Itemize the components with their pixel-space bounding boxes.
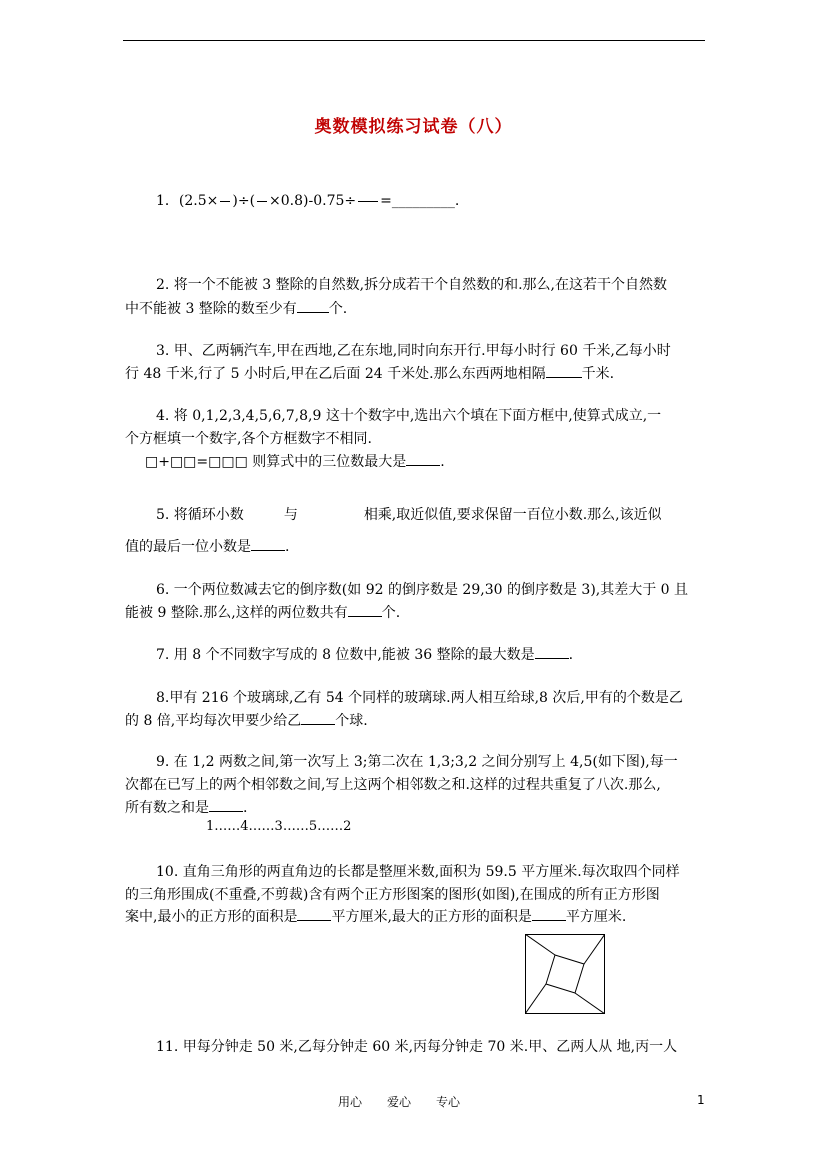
answer-blank	[535, 646, 569, 659]
answer-blank	[209, 799, 243, 812]
q5-text-end: .	[285, 539, 290, 555]
q5-text-a: 5. 将循环小数	[156, 507, 244, 523]
question-10-line-3	[125, 907, 626, 927]
q4-text-end: .	[440, 454, 445, 470]
answer-blank	[251, 538, 285, 551]
number-sequence: 1……4……3……5……2	[206, 819, 352, 834]
answer-blank	[546, 365, 582, 378]
question-9-line-1: 9. 在 1,2 两数之间,第一次写上 3;第二次在 1,3;3,2 之间分别写上 4,5(如下图),每一	[156, 754, 678, 770]
q1-part-c: ×0.8)-0.75÷	[269, 193, 357, 209]
q7-text: 7. 用 8 个不同数字写成的 8 位数中,能被 36 整除的最大数是	[156, 647, 535, 663]
question-8-line-1: 8.甲有 216 个玻璃球,乙有 54 个同样的玻璃球.两人相互给球,8 次后,甲有的个数是乙	[156, 690, 683, 706]
q5-text: 值的最后一位小数是	[125, 539, 251, 555]
figure-line	[525, 984, 546, 1014]
q10-text-c: 平方厘米.	[565, 909, 627, 925]
header-rule	[123, 40, 705, 41]
q3-text: 行 48 千米,行了 5 小时后,甲在乙后面 24 千米处.那么东西两地相隔	[125, 366, 546, 382]
question-3-line-2	[125, 364, 614, 384]
outer-square	[526, 935, 605, 1014]
answer-blank	[297, 908, 331, 921]
question-4-line-2: 个方框填一个数字,各个方框数字不相同.	[125, 431, 372, 447]
figure-line	[525, 934, 555, 955]
q5-text-c: 相乘,取近似值,要求保留一百位小数.那么,该近似	[363, 507, 662, 523]
question-2-line-2	[125, 299, 347, 319]
q9-text-end: .	[243, 800, 248, 816]
question-4-line-1: 4. 将 0,1,2,3,4,5,6,7,8,9 这十个数字中,选出六个填在下面方框中,使算式成立,一	[156, 408, 662, 424]
q7-text-end: .	[568, 647, 574, 663]
answer-blank	[297, 300, 329, 313]
footer-motto-3: 专心	[436, 1095, 461, 1109]
page-number: 1	[697, 1093, 705, 1107]
q8-text: 的 8 倍,平均每次甲要少给乙	[125, 713, 302, 729]
q9-text: 所有数之和是	[125, 800, 209, 816]
question-3-line-1: 3. 甲、乙两辆汽车,甲在西地,乙在东地,同时向东开行.甲每小时行 60 千米,乙每小时	[156, 343, 671, 359]
q6-text-end: 个.	[381, 605, 401, 621]
question-2-line-1: 2. 将一个不能被 3 整除的自然数,拆分成若干个自然数的和.那么,在这若干个自然数	[156, 277, 667, 293]
inner-square	[546, 955, 584, 993]
question-10-line-2: 的三角形围成(不重叠,不剪裁)含有两个正方形图案的图形(如图),在围成的所有正方形图	[125, 887, 660, 903]
q6-text: 能被 9 整除.那么,这样的两位数共有	[125, 605, 348, 621]
q1-part-d: =_________.	[380, 193, 460, 209]
fraction-bar	[257, 201, 267, 202]
q2-text: 中不能被 3 整除的数至少有	[125, 301, 297, 317]
figure-line	[584, 934, 605, 964]
page-title: 奥数模拟练习试卷（八）	[314, 117, 513, 137]
q10-text-a: 案中,最小的正方形的面积是	[125, 909, 298, 925]
footer-motto-2: 爱心	[387, 1095, 412, 1109]
question-5-line-2	[125, 537, 289, 557]
question-6-line-2	[125, 603, 400, 623]
question-9-line-2: 次都在已写上的两个相邻数之间,写上这两个相邻数之和.这样的过程共重复了八次.那么,	[125, 777, 661, 793]
fraction-bar	[220, 201, 230, 202]
q5-text-b: 与	[283, 507, 298, 523]
q3-text-end: 千米.	[581, 366, 615, 382]
question-7	[156, 645, 573, 665]
figure-line	[575, 993, 605, 1014]
q1-part-a: 1．(2.5×	[156, 193, 219, 209]
answer-blank	[348, 604, 382, 617]
q1-part-b: )÷(	[232, 193, 256, 209]
question-4-line-3	[145, 452, 445, 472]
q2-text-end: 个.	[328, 301, 348, 317]
question-10-line-1: 10. 直角三角形的两直角边的长都是整厘米数,面积为 59.5 平方厘米.每次取四个同样	[156, 864, 680, 880]
question-8-line-2	[125, 711, 368, 731]
question-9-line-3	[125, 798, 247, 818]
q8-text-end: 个球.	[335, 713, 368, 729]
answer-blank	[532, 908, 566, 921]
question-1	[156, 191, 459, 211]
answer-blank	[301, 712, 335, 725]
q10-text-b: 平方厘米,最大的正方形的面积是	[331, 909, 532, 925]
square-pattern-figure	[525, 934, 605, 1014]
question-5-line-1	[156, 505, 662, 525]
answer-blank	[406, 453, 440, 466]
question-11-line-1: 11. 甲每分钟走 50 米,乙每分钟走 60 米,丙每分钟走 70 米.甲、乙两人从 地,丙一人	[156, 1039, 678, 1055]
fraction-bar	[358, 201, 378, 202]
footer-motto-1: 用心	[338, 1095, 363, 1109]
q4-text: □+□□=□□□ 则算式中的三位数最大是	[145, 454, 407, 470]
question-6-line-1: 6. 一个两位数减去它的倒序数(如 92 的倒序数是 29,30 的倒序数是 3),其差大于 0 且	[156, 582, 689, 598]
